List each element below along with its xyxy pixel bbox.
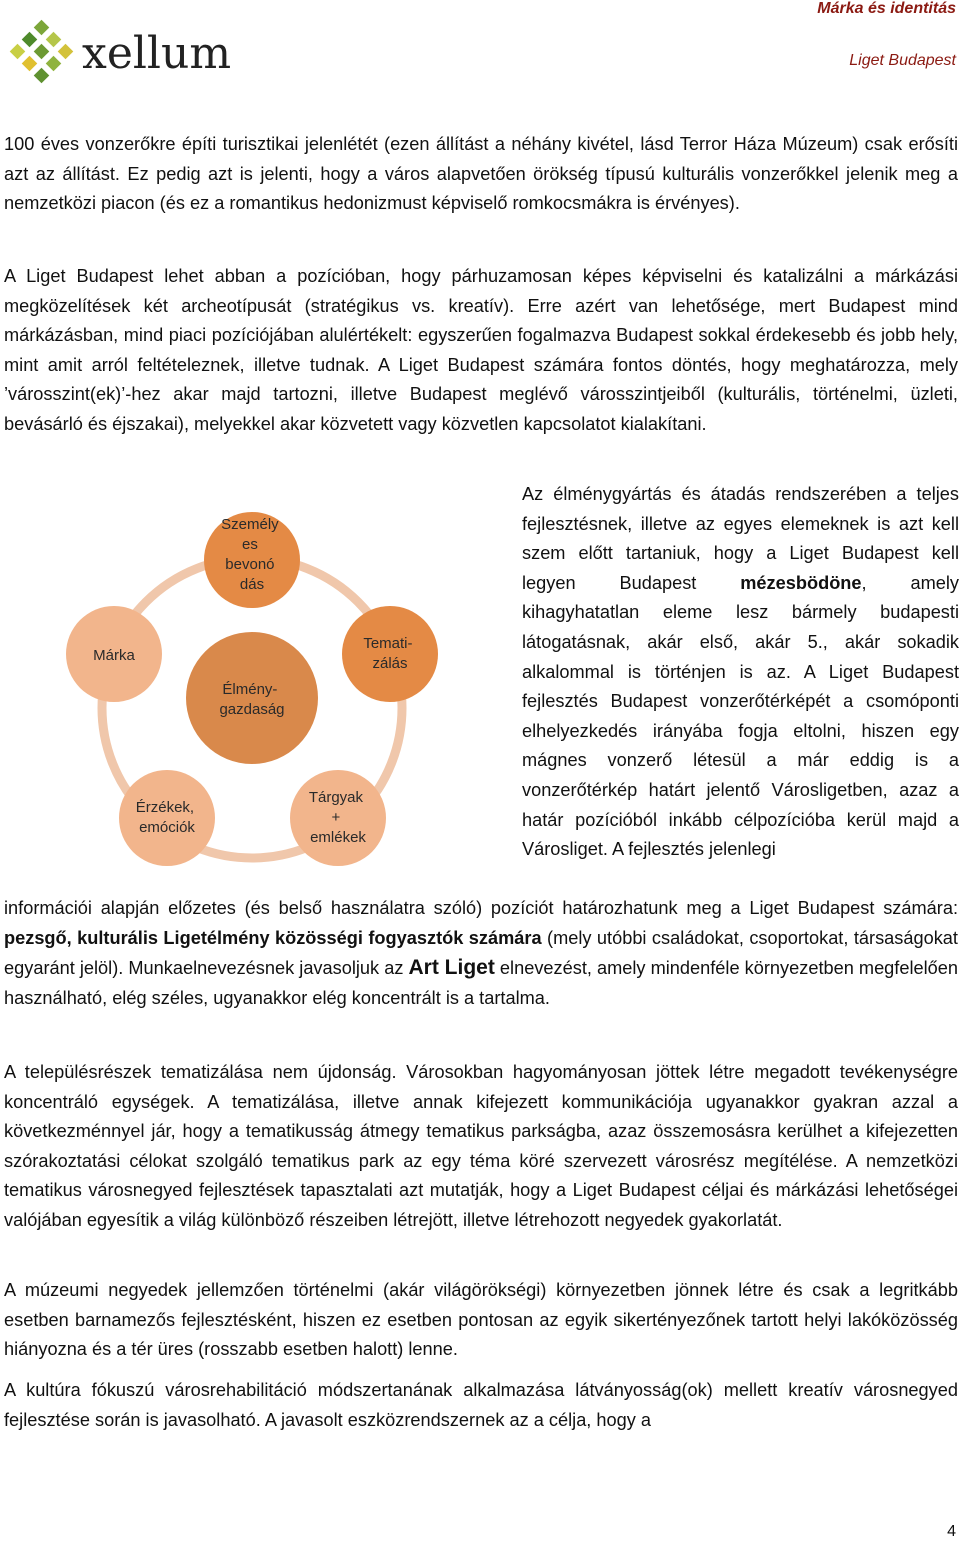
paragraph-5: A múzeumi negyedek jellemzően történelmi (akár világörökségi) környezetben jönnek létre és csak a legritkább esetben barnamezős fejlesztésként, hiszen ez esetben pontosan az egyik sikertényezőnek tartott helyi lakóközösség hiányozna és a tér üres (rosszabb esetben halott) lenne.: [4, 1280, 958, 1360]
paragraph-3-full: [4, 894, 958, 1013]
node-person-line-2: es: [241, 536, 258, 553]
node-theme: [342, 606, 438, 702]
header-title: Márka és identitás: [817, 0, 956, 17]
node-theme-line-1: Temati-: [363, 635, 413, 652]
paragraph-1: 100 éves vonzerőkre építi turisztikai jelenlétét (ezen állítást a néhány kivétel, lásd Terror Háza Múzeum) csak erősíti azt az állítást. Ez pedig azt is jelenti, hogy a város alapvetően örökség típusú kulturális vonzerőkkel jelenik meg a nemzetközi piacon (és ez a romantikus hedonizmust képviselő romkocsmákra is érvényes).: [4, 134, 958, 214]
node-brand-label: [93, 647, 135, 664]
logo-wordmark: xellum: [82, 28, 232, 79]
node-objects-line-2: +: [331, 809, 341, 826]
paragraph-3-bold-2: pezsgő, kulturális Ligetélmény közösségi fogyasztók számára: [4, 927, 542, 948]
paragraph-3-part-a: Az élménygyártás és átadás rendszerében a teljes fejlesztésnek, illetve az egyes elemeknek is azt kell szem előtt tartaniuk, hogy a Liget Budapest kell legyen Budapest: [522, 484, 959, 593]
center-line-1: Élmény-: [222, 681, 278, 698]
node-objects-line-1: Tárgyak: [308, 789, 364, 806]
art-liget-term: Art Liget: [408, 956, 495, 980]
center-line-2: gazdaság: [219, 701, 285, 718]
node-brand-line-1: Márka: [93, 647, 135, 664]
xellum-logo: [6, 18, 246, 88]
paragraph-6: A kultúra fókuszú városrehabilitáció módszertanának alkalmazása látványosság(ok) mellett kreatív városnegyed fejlesztése során is javasolható. A javasolt eszközrendszernek az a célja, hogy a: [4, 1380, 958, 1430]
paragraph-3-part-c: információi alapján előzetes (és belső használatra szóló) pozíciót határozhatunk meg a Liget Budapest számára:: [4, 898, 958, 918]
center-node: [186, 632, 318, 764]
experience-economy-diagram: [60, 484, 500, 884]
paragraph-4: A településrészek tematizálása nem újdonság. Városokban hagyományosan jöttek létre megadott tevékenységre koncentráló egységek. A tematizálása, illetve annak kifejezett kommunikációja ugyanakkor gyakran azzal a következménnyel jár, hogy a tematikusság átmegy tematikus parkságba, azaz összemosásra kerülhet a kifejezetten szórakoztatási célokat szolgáló tematikus park az egy téma köré szervezett városrész megítélése. A nemzetközi tematikus városnegyed fejlesztések tapasztalati azt mutatják, hogy a Liget Budapest céljai és márkázási lehetőségei valójában egyesítik a világ különböző részeiben létrejött, illetve létrehozott negyedek gyakorlatát.: [4, 1062, 958, 1230]
paragraph-3-part-d: (mely utóbbi családokat, csoportokat, társaságokat egyaránt jelöl). Munkaelnevezésnek javasoljuk az: [4, 927, 958, 979]
node-senses-line-1: Érzékek,: [135, 799, 195, 816]
node-senses-line-2: emóciók: [139, 819, 195, 836]
node-objects-line-3: emlékek: [310, 829, 366, 846]
node-person-line-3: bevonó: [225, 556, 275, 573]
node-person-line-1: Személy: [221, 516, 279, 533]
node-person-line-4: dás: [239, 576, 265, 593]
node-theme-line-2: zálás: [372, 655, 408, 672]
paragraph-3-part-b: , amely kihagyhatatlan eleme lesz bármely budapesti látogatásnak, akár első, akár 5., akár sokadik alkalommal is történjen is az. A Liget Budapest fejlesztés Budapest vonzerőtérképét a csomóponti elhelyezkedés irányába fogja eltolni, hiszen egy mágnes vonzerő létesül a már eddig is a vonzerőtérkép határt jelentő Városligetben, azaz a határ pozícióból inkább célpozícióba kerül majd a Városliget. A fejlesztés jelenlegi: [522, 572, 959, 860]
paragraph-3-side: [522, 480, 959, 865]
header-subtitle: Liget Budapest: [849, 52, 956, 69]
page-number: 4: [947, 1523, 956, 1540]
paragraph-2: A Liget Budapest lehet abban a pozícióban, hogy párhuzamosan képes képviselni és katalizálni a márkázási megközelítések két archeotípusát (stratégikus vs. kreatív). Erre azért van lehetősége, mert Budapest mind márkázásban, mind piaci pozíciójában alulértékelt: egyszerűen fogalmazva Budapest sokkal érdekesebb és jobb hely, mint amit arról feltételeznek, illetve tudnak. A Liget Budapest számára fontos döntés, hogy meghatározza, mely ’városszint(ek)’-hez akar majd tartozni, illetve Budapest meglévő városszintjeiből (kulturális, történelmi, üzleti, bevásárló és éjszakai), melyekkel akar közvetett vagy közvetlen kapcsolatot kialakítani.: [4, 266, 958, 434]
node-senses: [119, 770, 215, 866]
diamond-logo-icon: [6, 18, 76, 88]
paragraph-3-part-e: elnevezést, amely mindenféle környezetben megfelelően használható, elég széles, ugyanakkor elég koncentrált is a tartalma.: [4, 958, 959, 1008]
paragraph-3-bold: mézesbödöne: [740, 572, 862, 593]
